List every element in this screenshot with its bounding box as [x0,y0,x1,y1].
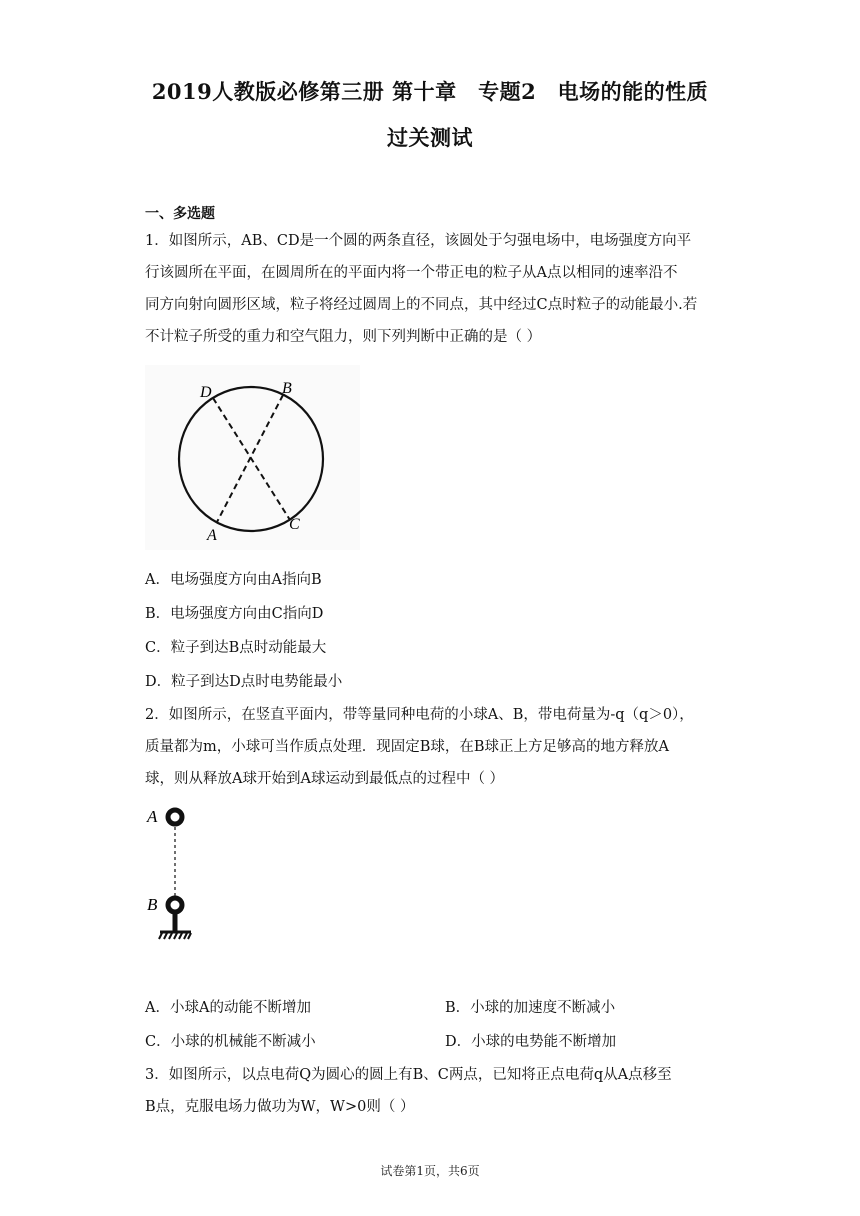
question-1-option-a: A．电场强度方向由A指向B [145,572,322,588]
question-1-line: 不计粒子所受的重力和空气阻力，则下列判断中正确的是（ ） [145,329,542,345]
question-1-option-c: C．粒子到达B点时动能最大 [145,640,327,656]
question-1-text [145,225,720,353]
question-2-option-d: D．小球的电势能不断增加 [445,1034,617,1050]
question-3-text [145,1059,720,1123]
question-3-line: 3．如图所示，以点电荷Q为圆心的圆上有B、C两点，已知将正点电荷q从A点移至 [145,1067,672,1083]
ball-a [168,810,182,824]
label-c: C [289,516,300,533]
label-ball-a: A [147,807,158,826]
question-1-circle-figure [145,365,360,550]
support-rod [173,914,178,932]
section-heading: 一、多选题 [145,206,215,222]
ground-hatching [159,933,191,939]
question-2-text [145,699,720,795]
question-2-option-b: B．小球的加速度不断减小 [445,1000,616,1016]
question-2-line: 球，则从释放A球开始到A球运动到最低点的过程中（ ） [145,771,505,787]
figure-background [145,365,360,550]
question-2-option-c: C．小球的机械能不断减小 [145,1034,316,1050]
question-2-balls-figure [145,800,205,945]
label-d: D [200,384,212,401]
document-title-line1: 2019人教版必修第三册 第十章 专题2 电场的能的性质 [151,79,709,104]
label-a: A [207,527,217,544]
question-1-option-b: B．电场强度方向由C指向D [145,606,324,622]
question-1-line: 1．如图所示，AB、CD是一个圆的两条直径，该圆处于匀强电场中，电场强度方向平 [145,233,692,249]
question-1-option-d: D．粒子到达D点时电势能最小 [145,674,343,690]
question-2-option-a: A．小球A的动能不断增加 [145,1000,311,1016]
ball-b [168,898,182,912]
page-footer: 试卷第1页，共6页 [380,1164,480,1178]
question-2-line: 2．如图所示，在竖直平面内，带等量同种电荷的小球A、B，带电荷量为-q（q＞0）， [145,707,694,723]
question-3-line: B点，克服电场力做功为W，W>0则（ ） [145,1099,415,1115]
question-1-line: 同方向射向圆形区域，粒子将经过圆周上的不同点，其中经过C点时粒子的动能最小.若 [145,297,698,313]
label-ball-b: B [147,895,158,914]
question-1-line: 行该圆所在平面，在圆周所在的平面内将一个带正电的粒子从A点以相同的速率沿不 [145,265,678,281]
label-b: B [282,380,292,397]
question-2-line: 质量都为m，小球可当作质点处理．现固定B球，在B球正上方足够高的地方释放A [145,739,670,755]
document-title-line2: 过关测试 [387,125,473,150]
